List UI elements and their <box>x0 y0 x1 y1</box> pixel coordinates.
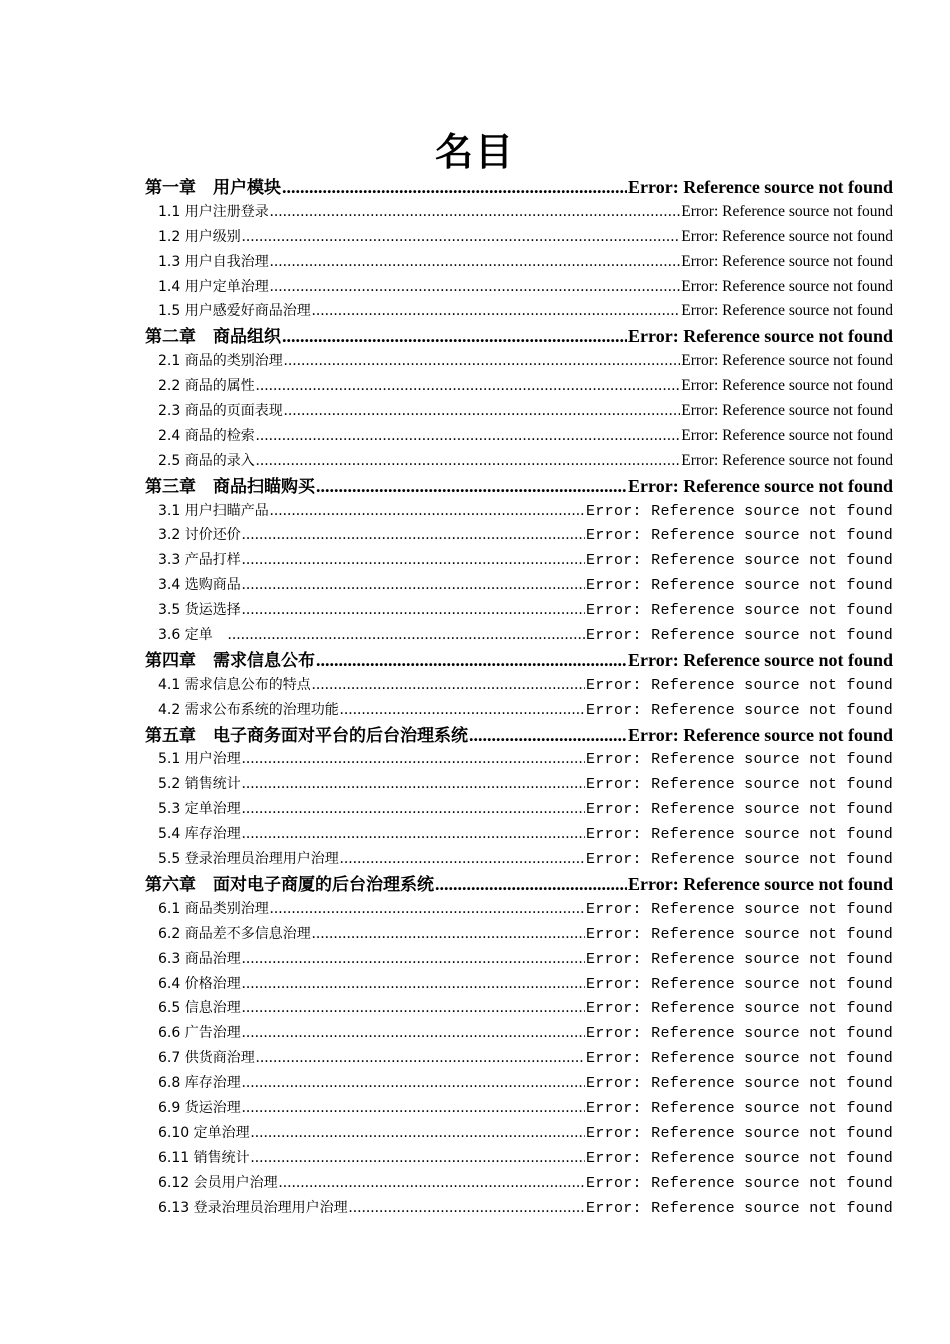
toc-entry-page-ref: Error: Reference source not found <box>681 377 893 395</box>
toc-entry-page-ref: Error: Reference source not found <box>681 252 893 270</box>
table-of-contents <box>145 175 893 1220</box>
toc-dot-leader <box>242 996 585 1021</box>
toc-section-entry[interactable] <box>145 1171 893 1196</box>
toc-section-entry[interactable] <box>145 499 893 524</box>
toc-entry-label: 6.1 商品类别治理 <box>158 900 269 917</box>
toc-entry-label: 6.4 价格治理 <box>158 975 241 992</box>
toc-entry-page-ref: Error: Reference source not found <box>586 975 893 993</box>
toc-entry-label: 3.2 讨价还价 <box>158 527 241 544</box>
toc-entry-label: 3.4 选购商品 <box>158 577 241 594</box>
toc-entry-label: 3.3 产品打样 <box>158 552 241 569</box>
toc-section-entry[interactable] <box>145 424 893 449</box>
toc-entry-page-ref: Error: Reference source not found <box>586 1075 893 1093</box>
toc-dot-leader <box>242 1021 585 1046</box>
toc-entry-page-ref: Error: Reference source not found <box>586 577 893 595</box>
toc-section-entry[interactable] <box>145 299 893 324</box>
toc-section-entry[interactable] <box>145 996 893 1021</box>
toc-section-entry[interactable] <box>145 623 893 648</box>
toc-section-entry[interactable] <box>145 698 893 723</box>
toc-entry-page-ref: Error: Reference source not found <box>586 1174 893 1192</box>
toc-entry-page-ref: Error: Reference source not found <box>586 801 893 819</box>
toc-entry-label: 5.1 用户治理 <box>158 751 241 768</box>
toc-dot-leader <box>228 623 585 648</box>
toc-entry-label: 1.1 用户注册登录 <box>158 203 269 220</box>
toc-entry-label: 2.5 商品的录入 <box>158 452 255 469</box>
toc-dot-leader <box>251 1146 585 1171</box>
toc-dot-leader <box>284 349 681 374</box>
toc-section-entry[interactable] <box>145 399 893 424</box>
toc-section-entry[interactable] <box>145 573 893 598</box>
toc-entry-label: 6.7 供货商治理 <box>158 1050 255 1067</box>
toc-entry-page-ref: Error: Reference source not found <box>586 826 893 844</box>
toc-entry-label: 5.5 登录治理员治理用户治理 <box>158 851 339 868</box>
toc-entry-page-ref: Error: Reference source not found <box>628 724 893 745</box>
toc-entry-page-ref: Error: Reference source not found <box>586 925 893 943</box>
toc-dot-leader <box>312 922 585 947</box>
toc-entry-page-ref: Error: Reference source not found <box>681 402 893 420</box>
page-title: 名目 <box>434 130 515 174</box>
toc-entry-page-ref: Error: Reference source not found <box>586 502 893 520</box>
toc-entry-label: 6.8 库存治理 <box>158 1075 241 1092</box>
toc-section-entry[interactable] <box>145 1196 893 1221</box>
toc-section-entry[interactable] <box>145 523 893 548</box>
toc-dot-leader <box>256 449 681 474</box>
toc-entry-label: 6.12 会员用户治理 <box>158 1174 278 1191</box>
toc-dot-leader <box>270 897 585 922</box>
toc-dot-leader <box>242 1071 585 1096</box>
toc-section-entry[interactable] <box>145 822 893 847</box>
toc-entry-page-ref: Error: Reference source not found <box>586 851 893 869</box>
toc-dot-leader <box>242 747 585 772</box>
toc-section-entry[interactable] <box>145 250 893 275</box>
toc-section-entry[interactable] <box>145 349 893 374</box>
toc-chapter-entry[interactable] <box>145 648 893 673</box>
toc-entry-page-ref: Error: Reference source not found <box>586 1000 893 1018</box>
toc-entry-label: 6.10 定单治理 <box>158 1124 250 1141</box>
toc-dot-leader <box>242 523 585 548</box>
toc-entry-page-ref: Error: Reference source not found <box>586 701 893 719</box>
toc-section-entry[interactable] <box>145 947 893 972</box>
toc-dot-leader <box>242 822 585 847</box>
toc-section-entry[interactable] <box>145 772 893 797</box>
toc-entry-label: 第五章 电子商务面对平台的后台治理系统 <box>145 725 468 746</box>
toc-entry-page-ref: Error: Reference source not found <box>586 527 893 545</box>
toc-entry-page-ref: Error: Reference source not found <box>586 1025 893 1043</box>
toc-entry-page-ref: Error: Reference source not found <box>681 426 893 444</box>
toc-dot-leader <box>256 374 681 399</box>
toc-section-entry[interactable] <box>145 747 893 772</box>
toc-entry-page-ref: Error: Reference source not found <box>586 676 893 694</box>
toc-entry-page-ref: Error: Reference source not found <box>586 627 893 645</box>
toc-dot-leader <box>270 250 681 275</box>
toc-entry-page-ref: Error: Reference source not found <box>586 602 893 620</box>
toc-dot-leader <box>242 797 585 822</box>
toc-dot-leader <box>316 648 627 673</box>
toc-dot-leader <box>279 1171 585 1196</box>
toc-entry-label: 2.3 商品的页面表现 <box>158 403 283 420</box>
toc-entry-label: 1.2 用户级别 <box>158 228 241 245</box>
toc-entry-label: 第一章 用户模块 <box>145 178 281 198</box>
toc-dot-leader <box>242 947 585 972</box>
toc-chapter-entry[interactable] <box>145 324 893 349</box>
toc-dot-leader <box>242 1096 585 1121</box>
toc-dot-leader <box>242 598 585 623</box>
toc-entry-label: 第四章 需求信息公布 <box>145 650 315 671</box>
toc-entry-page-ref: Error: Reference source not found <box>628 475 893 496</box>
toc-dot-leader <box>316 474 627 499</box>
toc-dot-leader <box>242 548 585 573</box>
toc-entry-label: 3.5 货运选择 <box>158 602 241 619</box>
toc-entry-label: 6.2 商品差不多信息治理 <box>158 925 311 942</box>
toc-entry-label: 2.2 商品的属性 <box>158 378 255 395</box>
toc-entry-label: 2.4 商品的检索 <box>158 427 255 444</box>
toc-entry-page-ref: Error: Reference source not found <box>586 900 893 918</box>
toc-entry-page-ref: Error: Reference source not found <box>628 177 893 197</box>
toc-entry-label: 6.6 广告治理 <box>158 1025 241 1042</box>
toc-entry-label: 1.4 用户定单治理 <box>158 278 269 295</box>
toc-dot-leader <box>282 324 627 349</box>
toc-dot-leader <box>270 499 585 524</box>
toc-entry-page-ref: Error: Reference source not found <box>586 776 893 794</box>
toc-entry-page-ref: Error: Reference source not found <box>628 326 893 347</box>
toc-section-entry[interactable] <box>145 922 893 947</box>
toc-entry-label: 4.1 需求信息公布的特点 <box>158 676 311 693</box>
toc-dot-leader <box>349 1196 585 1221</box>
toc-section-entry[interactable] <box>145 200 893 225</box>
toc-dot-leader <box>435 872 627 897</box>
toc-entry-label: 6.9 货运治理 <box>158 1099 241 1116</box>
toc-entry-page-ref: Error: Reference source not found <box>628 873 893 894</box>
toc-entry-label: 5.4 库存治理 <box>158 826 241 843</box>
toc-dot-leader <box>469 723 627 748</box>
toc-entry-label: 5.2 销售统计 <box>158 776 241 793</box>
toc-dot-leader <box>270 275 681 300</box>
toc-dot-leader <box>340 847 585 872</box>
toc-entry-label: 4.2 需求公布系统的治理功能 <box>158 701 339 718</box>
toc-entry-label: 5.3 定单治理 <box>158 801 241 818</box>
toc-dot-leader <box>256 424 681 449</box>
toc-entry-page-ref: Error: Reference source not found <box>681 277 893 295</box>
toc-section-entry[interactable] <box>145 548 893 573</box>
toc-entry-page-ref: Error: Reference source not found <box>681 302 893 320</box>
toc-dot-leader <box>282 175 627 200</box>
toc-dot-leader <box>270 200 681 225</box>
toc-section-entry[interactable] <box>145 673 893 698</box>
toc-section-entry[interactable] <box>145 275 893 300</box>
toc-entry-page-ref: Error: Reference source not found <box>586 950 893 968</box>
toc-entry-label: 6.3 商品治理 <box>158 950 241 967</box>
toc-dot-leader <box>340 698 585 723</box>
toc-entry-page-ref: Error: Reference source not found <box>681 202 893 220</box>
toc-dot-leader <box>256 1046 585 1071</box>
toc-entry-page-ref: Error: Reference source not found <box>681 352 893 370</box>
toc-section-entry[interactable] <box>145 797 893 822</box>
toc-entry-page-ref: Error: Reference source not found <box>681 227 893 245</box>
toc-section-entry[interactable] <box>145 1096 893 1121</box>
toc-chapter-entry[interactable] <box>145 175 893 200</box>
toc-section-entry[interactable] <box>145 1071 893 1096</box>
toc-dot-leader <box>242 225 681 250</box>
toc-entry-label: 第六章 面对电子商厦的后台治理系统 <box>145 874 434 895</box>
toc-dot-leader <box>284 399 681 424</box>
toc-entry-page-ref: Error: Reference source not found <box>586 751 893 769</box>
toc-section-entry[interactable] <box>145 897 893 922</box>
toc-section-entry[interactable] <box>145 847 893 872</box>
toc-dot-leader <box>242 573 585 598</box>
toc-section-entry[interactable] <box>145 972 893 997</box>
toc-section-entry[interactable] <box>145 598 893 623</box>
toc-entry-label: 第三章 商品扫瞄购买 <box>145 476 315 497</box>
toc-entry-label: 6.5 信息治理 <box>158 1000 241 1017</box>
toc-section-entry[interactable] <box>145 449 893 474</box>
toc-entry-label: 第二章 商品组织 <box>145 327 281 348</box>
toc-entry-page-ref: Error: Reference source not found <box>586 552 893 570</box>
toc-dot-leader <box>312 299 681 324</box>
toc-section-entry[interactable] <box>145 1121 893 1146</box>
toc-entry-label: 3.6 定单 <box>158 627 227 644</box>
toc-entry-page-ref: Error: Reference source not found <box>586 1099 893 1117</box>
toc-entry-page-ref: Error: Reference source not found <box>628 649 893 670</box>
toc-dot-leader <box>312 673 585 698</box>
toc-entry-label: 2.1 商品的类别治理 <box>158 353 283 370</box>
toc-entry-page-ref: Error: Reference source not found <box>586 1199 893 1217</box>
toc-section-entry[interactable] <box>145 374 893 399</box>
toc-section-entry[interactable] <box>145 225 893 250</box>
toc-entry-label: 6.13 登录治理员治理用户治理 <box>158 1199 348 1216</box>
toc-entry-page-ref: Error: Reference source not found <box>586 1050 893 1068</box>
toc-entry-label: 1.3 用户自我治理 <box>158 253 269 270</box>
toc-section-entry[interactable] <box>145 1021 893 1046</box>
toc-entry-label: 3.1 用户扫瞄产品 <box>158 502 269 519</box>
toc-entry-label: 1.5 用户感爱好商品治理 <box>158 303 311 320</box>
toc-dot-leader <box>242 972 585 997</box>
toc-dot-leader <box>251 1121 585 1146</box>
toc-section-entry[interactable] <box>145 1046 893 1071</box>
toc-section-entry[interactable] <box>145 1146 893 1171</box>
toc-entry-label: 6.11 销售统计 <box>158 1149 250 1166</box>
toc-chapter-entry[interactable] <box>145 474 893 499</box>
toc-entry-page-ref: Error: Reference source not found <box>586 1124 893 1142</box>
toc-chapter-entry[interactable] <box>145 872 893 897</box>
toc-entry-page-ref: Error: Reference source not found <box>586 1149 893 1167</box>
toc-chapter-entry[interactable] <box>145 723 893 748</box>
toc-entry-page-ref: Error: Reference source not found <box>681 451 893 469</box>
toc-dot-leader <box>242 772 585 797</box>
